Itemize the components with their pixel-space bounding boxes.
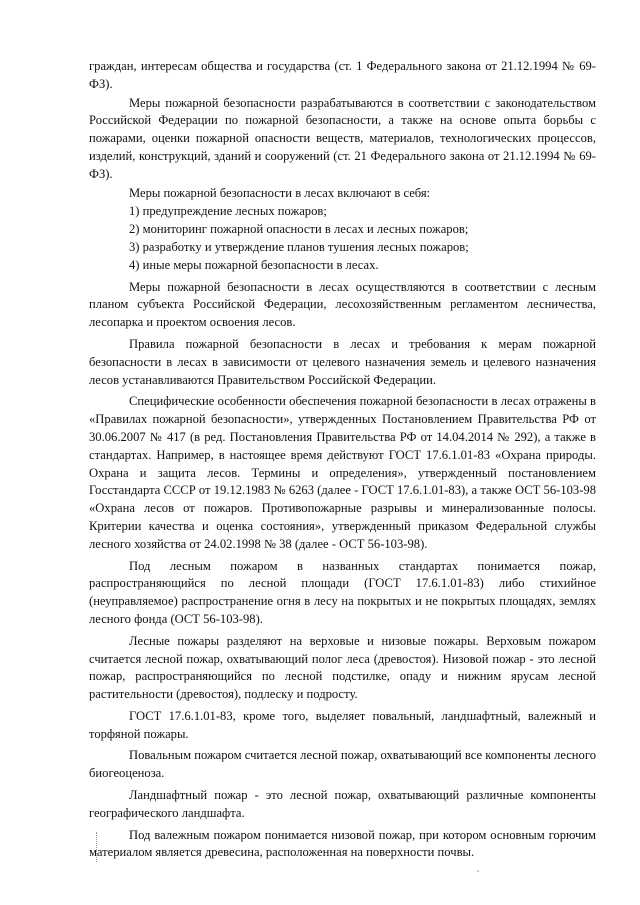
paragraph-fire-types: Лесные пожары разделяют на верховые и низовые пожары. Верховым пожаром считается лесной пожар, охватывающий полог леса (древостоя). Низовой пожар - это лесной пожар, распространяющийся по лесной подстилке, опаду и нижним ярусам лесной растительности (древостоя), подлеску и подросту. — [89, 633, 596, 702]
paragraph-continuation: граждан, интересам общества и государства (ст. 1 Федерального закона от 21.12.1994 № 69-ФЗ). — [89, 59, 596, 91]
list-item: 4) иные меры пожарной безопасности в лесах. — [129, 257, 379, 272]
paragraph-forest-measures-intro: Меры пожарной безопасности в лесах включают в себя: — [129, 185, 431, 200]
paragraph-fire-rules: Правила пожарной безопасности в лесах и требования к мерам пожарной безопасности в лесах в зависимости от целевого назначения земель и целевого назначения лесов устанавливаются Правительством Российской Федерации. — [89, 336, 596, 387]
scan-speck — [477, 870, 479, 872]
paragraph-landscape-fire: Ландшафтный пожар - это лесной пожар, охватывающий различные компоненты географического ландшафта. — [89, 788, 596, 820]
paragraph-sweeping-fire: Повальным пожаром считается лесной пожар, охватывающий все компоненты лесного биогеоценоза. — [89, 748, 596, 781]
list-item: 1) предупреждение лесных пожаров; — [129, 204, 327, 219]
paragraph-forest-fire-definition: Под лесным пожаром в названных стандартах понимается пожар, распространяющийся по лесной площади (ГОСТ 17.6.1.01-83) либо стихийное (неуправляемое) распространение огня в лесу на покрытых и не покрытых площадях, землях лесного фонда (ОСТ 56-103-98). — [89, 558, 596, 626]
scan-margin-mark — [96, 832, 98, 862]
paragraph-fire-safety-measures: Меры пожарной безопасности разрабатываются в соответствии с законодательством Российской Федерации по пожарной безопасности, а также на основе опыта борьбы с пожарами, оценки пожарной опасности веществ, материалов, технологических процессов, изделий, конструкций, зданий и сооружений (ст. 21 Федерального закона от 21.12.1994 № 69-ФЗ). — [89, 95, 596, 181]
document-body — [89, 58, 596, 863]
paragraph-deadwood-fire: Под валежным пожаром понимается низовой пожар, при котором основным горючим материалом является древесина, расположенная на поверхности почвы. — [89, 827, 596, 860]
paragraph-forest-plan: Меры пожарной безопасности в лесах осуществляются в соответствии с лесным планом субъекта Российской Федерации, лесохозяйственным регламентом лесничества, лесопарка и проектом освоения лесов. — [89, 279, 596, 330]
paragraph-specific-features: Специфические особенности обеспечения пожарной безопасности в лесах отражены в «Правилах пожарной безопасности», утвержденных Постановлением Правительства РФ от 30.06.2007 № 417 (в ред. Постановления Правительства РФ от 14.04.2014 № 292), а также в стандартах. Например, в настоящее время действуют ГОСТ 17.6.1.01-83 «Охрана природы. Охрана и защита лесов. Термины и определения», утвержденный постановлением Госстандарта СССР от 19.12.1983 № 6263 (далее - ГОСТ 17.6.1.01-83), а также ОСТ 56-103-98 «Охрана лесов от пожаров. Противопожарные разрывы и минерализованные полосы. Критерии качества и оценка состояния», утвержденный приказом Федеральной службы лесного хозяйства от 24.02.1998 № 38 (далее - ОСТ 56-103-98). — [89, 394, 596, 551]
paragraph-gost-types: ГОСТ 17.6.1.01-83, кроме того, выделяет повальный, ландшафтный, валежный и торфяной пожары. — [89, 708, 596, 741]
list-item: 3) разработку и утверждение планов тушения лесных пожаров; — [129, 239, 469, 254]
list-item: 2) мониторинг пожарной опасности в лесах и лесных пожаров; — [129, 222, 469, 237]
